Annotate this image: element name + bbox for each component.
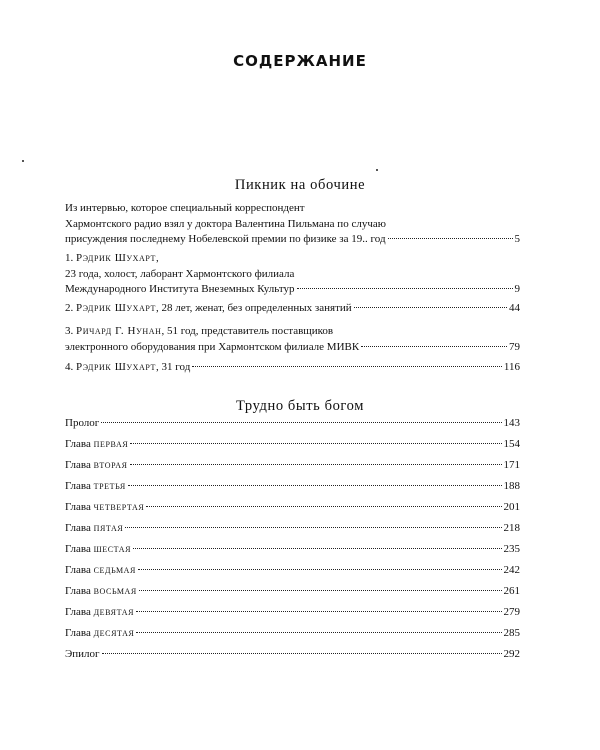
chapter-list [65, 417, 520, 669]
page-number: 218 [503, 522, 520, 534]
toc-entry-part-1[interactable] [65, 251, 520, 298]
toc-entry-part-4[interactable] [65, 360, 520, 376]
page-number: 188 [503, 480, 520, 492]
entry-name: Глава пятая [65, 522, 124, 534]
dot-leader [354, 307, 507, 308]
entry-name: 1. Рэдрик Шухарт, [65, 252, 160, 264]
page-number: 79 [509, 340, 520, 353]
entry-name: Глава четвертая [65, 501, 145, 513]
entry-text-line: Хармонтского радио взял у доктора Валентина Пильмана по случаю [65, 217, 386, 230]
section-title-picnic: Пикник на обочине [234, 177, 366, 193]
page-number: 261 [503, 585, 520, 597]
page-number: 143 [503, 417, 520, 429]
dot-leader [125, 527, 501, 528]
page-number: 116 [503, 361, 520, 373]
dot-leader [128, 485, 502, 486]
toc-entry-chapter[interactable] [65, 564, 520, 585]
dot-leader [130, 464, 502, 465]
toc-entry-part-2[interactable] [65, 301, 520, 317]
page-number: 5 [514, 233, 520, 245]
toc-entry-chapter[interactable] [65, 543, 520, 564]
dot-leader [130, 443, 501, 444]
dot-leader [361, 346, 507, 347]
page-number: 279 [503, 606, 520, 618]
scan-speck [22, 160, 24, 162]
toc-entry-chapter[interactable] [65, 417, 520, 438]
dot-leader [297, 288, 513, 289]
dot-leader [101, 422, 501, 423]
page-number: 201 [503, 501, 520, 513]
scan-speck [376, 169, 378, 171]
entry-name: 4. Рэдрик Шухарт, 31 год [65, 361, 191, 373]
page-number: 44 [509, 302, 520, 314]
page-number: 154 [503, 438, 520, 450]
toc-entry-chapter[interactable] [65, 459, 520, 480]
toc-entry-chapter[interactable] [65, 438, 520, 459]
entry-name: 2. Рэдрик Шухарт, 28 лет, женат, без определенных занятий [65, 302, 352, 314]
entry-name: Пролог [65, 417, 100, 429]
toc-entry-chapter[interactable] [65, 648, 520, 669]
page-number: 292 [503, 648, 520, 660]
page-number: 171 [503, 459, 520, 471]
dot-leader [192, 366, 502, 367]
page-number: 235 [503, 543, 520, 555]
entry-name: Глава седьмая [65, 564, 136, 576]
dot-leader [138, 569, 502, 570]
entry-name: Глава шестая [65, 543, 132, 555]
section-title-hard-to-be-god: Трудно быть богом [236, 398, 364, 414]
page-number: 242 [503, 564, 520, 576]
dot-leader [136, 611, 501, 612]
dot-leader [146, 506, 501, 507]
entry-name: Глава третья [65, 480, 126, 492]
entry-text-line: Международного Института Внеземных Культур [65, 283, 295, 295]
entry-name: Глава вторая [65, 459, 128, 471]
dot-leader [388, 238, 513, 239]
entry-name: 3. Ричард Г. Нунан, 51 год, представитель поставщиков [65, 325, 334, 337]
dot-leader [102, 653, 502, 654]
toc-entry-interview[interactable] [65, 201, 520, 248]
entry-name: Глава девятая [65, 606, 135, 618]
toc-entry-part-3[interactable] [65, 324, 520, 355]
dot-leader [136, 632, 501, 633]
entry-text-line: присуждения последнему Нобелевской премии по физике за 19.. год [65, 233, 386, 245]
dot-leader [139, 590, 502, 591]
entry-text-line: 23 года, холост, лаборант Хармонтского филиала [65, 267, 295, 280]
page-number: 9 [514, 283, 520, 295]
entry-text-line: Из интервью, которое специальный корреспондент [65, 202, 305, 214]
toc-entry-chapter[interactable] [65, 585, 520, 606]
entry-name: Глава первая [65, 438, 129, 450]
entry-name: Глава восьмая [65, 585, 137, 597]
dot-leader [133, 548, 501, 549]
entry-name: Эпилог [65, 648, 100, 660]
toc-entry-chapter[interactable] [65, 606, 520, 627]
toc-entry-chapter[interactable] [65, 501, 520, 522]
toc-entry-chapter[interactable] [65, 627, 520, 648]
page-number: 285 [503, 627, 520, 639]
toc-entry-chapter[interactable] [65, 522, 520, 543]
page-heading: СОДЕРЖАНИЕ [233, 52, 367, 70]
entry-text-line: электронного оборудования при Хармонтском филиале МИВК [65, 340, 360, 353]
entry-name: Глава десятая [65, 627, 135, 639]
toc-entry-chapter[interactable] [65, 480, 520, 501]
